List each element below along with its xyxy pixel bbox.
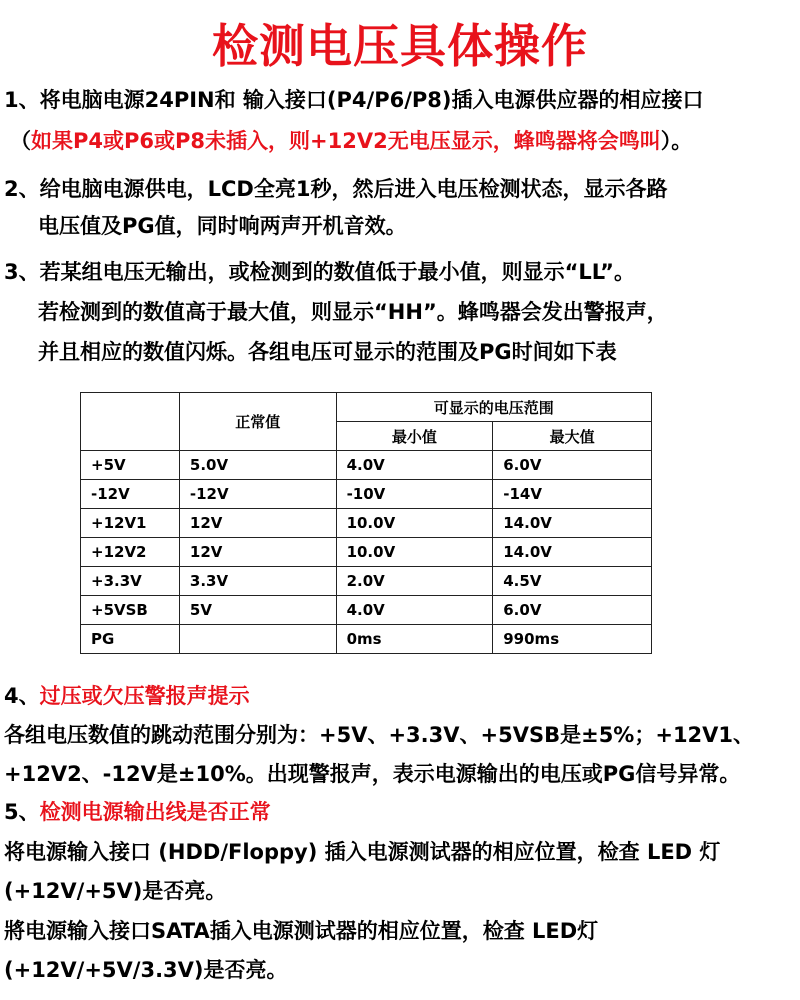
min-value-cell: 4.0V (336, 596, 493, 625)
normal-value-cell: 5V (179, 596, 336, 625)
min-value-cell: 10.0V (336, 538, 493, 567)
step1-close-paren: ）。 (660, 129, 693, 153)
step3-line3: 并且相应的数值闪烁。各组电压可显示的范围及PG时间如下表 (38, 340, 617, 364)
rail-name-cell: +3.3V (81, 567, 180, 596)
step4-line1: 各组电压数值的跳动范围分别为：+5V、+3.3V、+5VSB是±5%；+12V1、 (4, 723, 755, 747)
normal-value-cell: 5.0V (179, 451, 336, 480)
table-row (81, 596, 652, 625)
rail-name-cell: +12V1 (81, 509, 180, 538)
header-max-value: 最大值 (493, 422, 652, 451)
table-row (81, 567, 652, 596)
max-value-cell: 990ms (493, 625, 652, 654)
min-value-cell: 10.0V (336, 509, 493, 538)
step5-line1: 将电源输入接口 (HDD/Floppy) 插入电源测试器的相应位置，检查 LED 灯 (4, 840, 721, 864)
min-value-cell: 2.0V (336, 567, 493, 596)
step4-heading: 过压或欠压警报声提示 (39, 684, 250, 708)
table-row (81, 509, 652, 538)
step1-warning-note: 如果P4或P6或P8未插入，则+12V2无电压显示，蜂鸣器将会鸣叫 (31, 129, 661, 153)
step4-line2: +12V2、-12V是±10%。出现警报声，表示电源输出的电压或PG信号异常。 (4, 762, 741, 786)
table-header-row (81, 393, 652, 422)
step4-heading-line (4, 682, 250, 710)
voltage-range-table (80, 392, 652, 654)
step3-line2: 若检测到的数值高于最大值，则显示“HH”。蜂鸣器会发出警报声， (38, 300, 668, 324)
min-value-cell: -10V (336, 480, 493, 509)
step5-line4: (+12V/+5V/3.3V)是否亮。 (4, 958, 288, 982)
table-row (81, 480, 652, 509)
step5-line2: (+12V/+5V)是否亮。 (4, 879, 227, 903)
table-row (81, 538, 652, 567)
header-normal-value: 正常值 (179, 393, 336, 451)
step1-open-paren: （ (10, 129, 31, 153)
max-value-cell: 4.5V (493, 567, 652, 596)
max-value-cell: 14.0V (493, 509, 652, 538)
step2-line2: 电压值及PG值，同时响两声开机音效。 (38, 214, 407, 238)
step5-heading-line (4, 798, 271, 826)
table-row (81, 625, 652, 654)
normal-value-cell (179, 625, 336, 654)
min-value-cell: 0ms (336, 625, 493, 654)
rail-name-cell: +12V2 (81, 538, 180, 567)
rail-name-cell: +5VSB (81, 596, 180, 625)
step5-prefix: 5、 (4, 800, 40, 824)
header-min-value: 最小值 (336, 422, 493, 451)
step3-line1: 3、若某组电压无输出，或检测到的数值低于最小值，则显示“LL”。 (4, 260, 635, 284)
rail-name-cell: +5V (81, 451, 180, 480)
step5-heading: 检测电源输出线是否正常 (39, 800, 271, 824)
normal-value-cell: 12V (179, 538, 336, 567)
step1-line1: 1、将电脑电源24PIN和 输入接口(P4/P6/P8)插入电源供应器的相应接口 (4, 88, 704, 112)
normal-value-cell: 3.3V (179, 567, 336, 596)
max-value-cell: 6.0V (493, 451, 652, 480)
step5-line3: 將电源输入接口SATA插入电源测试器的相应位置，检查 LED灯 (4, 919, 599, 943)
table-row (81, 451, 652, 480)
normal-value-cell: -12V (179, 480, 336, 509)
header-display-range: 可显示的电压范围 (336, 393, 651, 422)
page-title: 检测电压具体操作 (212, 19, 588, 73)
step4-prefix: 4、 (4, 684, 40, 708)
step2-line1: 2、给电脑电源供电，LCD全亮1秒，然后进入电压检测状态，显示各路 (4, 177, 668, 201)
header-blank-cell (81, 393, 180, 451)
rail-name-cell: -12V (81, 480, 180, 509)
rail-name-cell: PG (81, 625, 180, 654)
normal-value-cell: 12V (179, 509, 336, 538)
min-value-cell: 4.0V (336, 451, 493, 480)
step1-note-line (10, 127, 692, 155)
max-value-cell: -14V (493, 480, 652, 509)
max-value-cell: 6.0V (493, 596, 652, 625)
max-value-cell: 14.0V (493, 538, 652, 567)
